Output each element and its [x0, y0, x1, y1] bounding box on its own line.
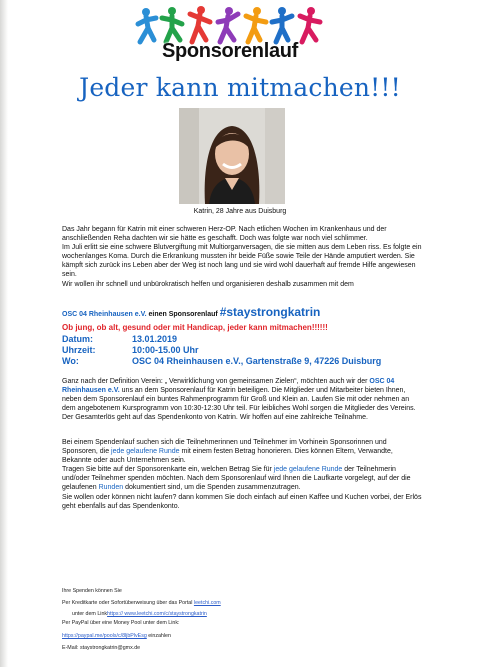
logo-title: Sponsorenlauf	[161, 40, 299, 62]
donation-intro: Ihre Spenden können Sie	[62, 588, 122, 594]
club-name: OSC 04 Rheinhausen e.V.	[62, 378, 395, 395]
donation-link-line	[72, 611, 462, 617]
time-value: 10:00-15.00 Uhr	[132, 345, 199, 355]
leetchi-link[interactable]: leetchi.com	[193, 600, 221, 606]
portrait-photo	[179, 108, 285, 204]
sponsor-text-e: dokumentiert sind, um die Spenden zusammenzutragen.	[123, 484, 301, 492]
donation-link-label: unter dem Link	[72, 611, 108, 617]
sponsor-text-d: der Teilnehmerin und/oder Teilnehmer spenden möchten. Nach dem Sponsorenlauf wird Ihnen die Laufkarte vorgelegt, auf der die gelaufenen	[62, 466, 411, 492]
photo-caption: Katrin, 28 Jahre aus Duisburg	[193, 208, 287, 215]
location-label: Wo:	[62, 356, 79, 366]
coffee-invitation: Sie wollen oder können nicht laufen? dann kommen Sie doch einfach auf einen Kaffee und Kuchen vorbei, der Erlös geht ebenfalls auf das Spendenkonto.	[62, 493, 422, 510]
page-headline: Jeder kann mitmachen!!!	[79, 73, 401, 102]
intro-text	[62, 225, 422, 289]
intro-paragraph-2: Im Juli erlitt sie eine schwere Blutvergiftung mit Multiorganversagen, die sie mitten aus dem Leben riss. Es folgte ein wochenlanges Koma. Durch die Erkrankung mussten ihr beide Füße sowie Teile der Hände amputiert werden. Sie kämpft sich zurück ins Leben aber der Weg ist noch lang und sie wird wohl dauerhaft auf fremde Hilfe angewiesen sein.	[62, 244, 422, 279]
everyone-welcome-line: Ob jung, ob alt, gesund oder mit Handicap, jeder kann mitmachen!!!!!!	[62, 323, 328, 332]
donation-portal-text: Per Kreditkarte oder Sofortüberweisung über das Portal	[62, 600, 194, 606]
paypal-line: Per PayPal über eine Money Pool unter dem Link:	[62, 620, 180, 626]
location-value: OSC 04 Rheinhausen e.V., Gartenstraße 9, 47226 Duisburg	[132, 356, 382, 366]
sponsor-paragraph	[62, 438, 422, 511]
club-paragraph-body: uns an dem Sponsorenlauf für Katrin beteiligen. Die Mitglieder und Mitarbeiter bieten Ihnen, neben dem Sponsorenlauf ein buntes Rahmenprogramm für Groß und Klein an. Laufen Sie mit oder nehmen an dem angebotenem Kursprogramm von 10:30-12:30 Uhr teil. Für leibliches Wohl sorgen die Mitglieder des Vereins. Der Gesamterlös geht auf das Spendenkonto von Katrin. Wir hoffen auf eine zahlreiche Teilnahme.	[62, 387, 416, 422]
sponsor-card-instructions	[62, 465, 422, 492]
paypal-link-suffix: einzahlen	[146, 633, 171, 639]
highlight-laps-1: jede gelaufene Runde	[111, 448, 180, 456]
sponsorenlauf-logo	[130, 6, 330, 74]
sponsor-text-a: Bei einem Spendenlauf suchen sich die Teilnehmerinnen und Teilnehmer im Vorhinein Sponsorinnen und Sponsoren, die	[62, 439, 387, 456]
paypal-link-line	[62, 633, 452, 639]
organizer-name: OSC 04 Rheinhausen e.V.	[62, 311, 147, 318]
intro-paragraph-1: Das Jahr begann für Katrin mit einer schweren Herz-OP. Nach etlichen Wochen im Krankenhaus und der anschließenden Reha dachten wir sie hätte es geschafft. Doch was folgte war noch viel schlimmer.	[62, 226, 387, 243]
highlight-laps-3: Runden	[98, 484, 124, 492]
donation-portal-line	[62, 600, 452, 606]
hashtag-line-middle: einen Sponsorenlauf	[146, 311, 220, 318]
sponsor-text-c: Tragen Sie bitte auf der Sponsorenkarte ein, welchen Betrag Sie für	[62, 466, 274, 474]
sponsor-explanation	[62, 438, 422, 465]
intro-paragraph-3: Wir wollen ihr schnell und unbürokratisch helfen und organisieren deshalb zusammen mit dem	[62, 280, 354, 288]
leetchi-campaign-link[interactable]: https:// www.leetchi.com/c/staystrongkatrin	[107, 611, 207, 617]
hashtag: #staystrongkatrin	[219, 305, 321, 319]
event-hashtag-line	[62, 305, 442, 319]
date-label: Datum:	[62, 334, 93, 344]
contact-email: E-Mail: staystrongkatrin@gmx.de	[62, 645, 141, 651]
sponsor-text-b: mit einem festen Betrag honorieren. Dies können Eltern, Verwandte, Bekannte oder auch Unternehmen sein.	[62, 448, 393, 465]
highlight-laps-2: jede gelaufene Runde	[273, 466, 343, 474]
club-paragraph	[62, 377, 422, 422]
club-paragraph-intro: Ganz nach der Definition Verein: „ Verwirklichung von gemeinsamen Zielen“, möchten auch wir der	[62, 378, 368, 385]
paypal-pool-link[interactable]: https://paypal.me/pools/c/8ljbPlvEsg	[62, 633, 147, 639]
date-value: 13.01.2019	[132, 334, 178, 344]
time-label: Uhrzeit:	[62, 345, 96, 355]
